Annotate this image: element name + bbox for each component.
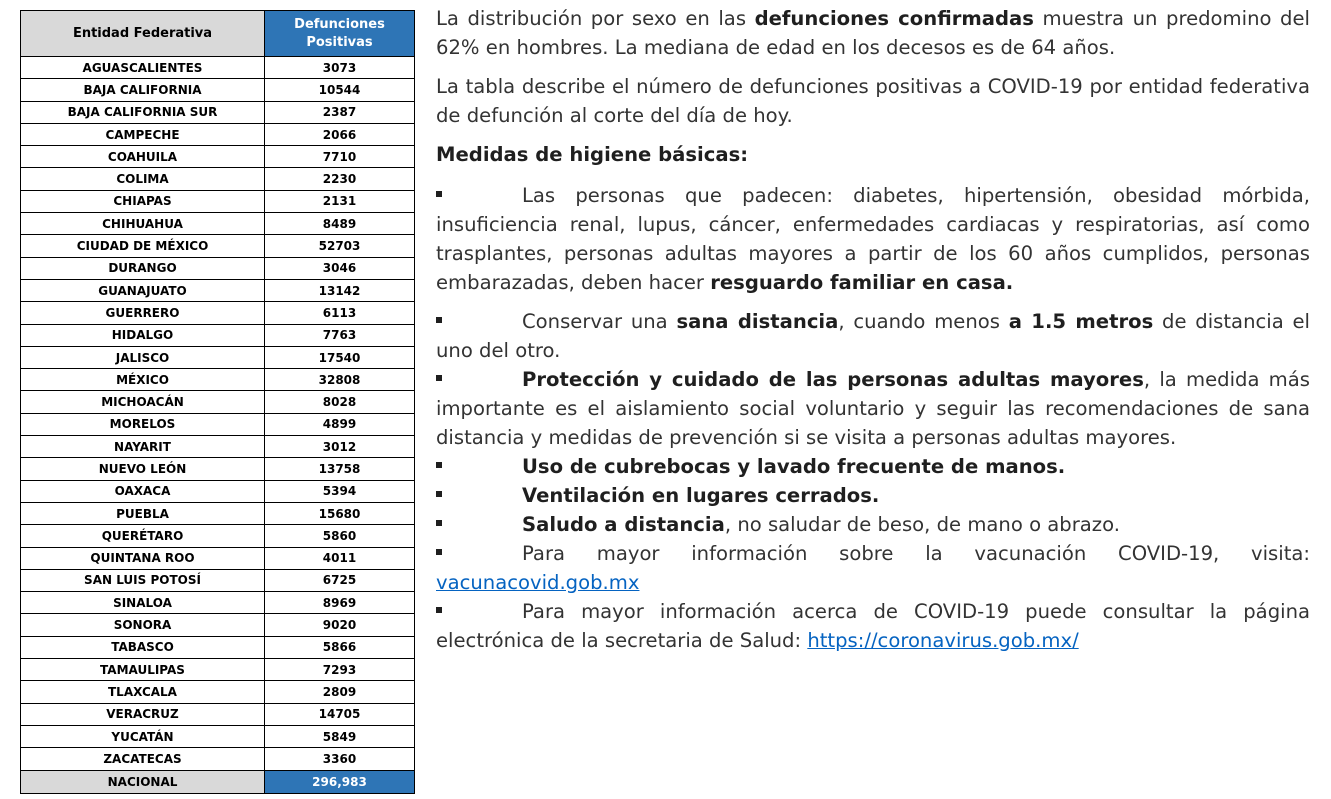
- table-row: [21, 79, 415, 101]
- coronavirus-site-link[interactable]: https://coronavirus.gob.mx/: [807, 629, 1079, 652]
- state-name-cell: VERACRUZ: [21, 703, 265, 725]
- state-name-cell: BAJA CALIFORNIA SUR: [21, 101, 265, 123]
- state-name-cell: MORELOS: [21, 413, 265, 435]
- square-bullet-icon: [436, 375, 442, 381]
- deaths-by-state-table: [20, 10, 415, 794]
- table-description-paragraph: La tabla describe el número de defunciones positivas a COVID-19 por entidad federativa de defunción al corte del día de hoy.: [436, 75, 1310, 127]
- square-bullet-icon: [436, 607, 442, 613]
- measure-item: Conservar una sana distancia, cuando menos a 1.5 metros de distancia el uno del otro.: [436, 310, 1310, 362]
- table-row: [21, 525, 415, 547]
- table-row: [21, 681, 415, 703]
- table-row: [21, 659, 415, 681]
- deaths-cell: 2230: [265, 168, 415, 190]
- table-row: [21, 458, 415, 480]
- table-row: [21, 436, 415, 458]
- deaths-cell: 7763: [265, 324, 415, 346]
- table-row: [21, 614, 415, 636]
- table-row: [21, 346, 415, 368]
- table-row: [21, 592, 415, 614]
- state-name-cell: CHIHUAHUA: [21, 213, 265, 235]
- measure-item: Saludo a distancia, no saludar de beso, de mano o abrazo.: [436, 510, 1310, 539]
- deaths-cell: 13142: [265, 279, 415, 301]
- deaths-cell: 7710: [265, 146, 415, 168]
- state-name-cell: NAYARIT: [21, 436, 265, 458]
- deaths-cell: 6725: [265, 569, 415, 591]
- deaths-cell: 52703: [265, 235, 415, 257]
- measure-item: Protección y cuidado de las personas adultas mayores, la medida más importante es el aislamiento social voluntario y seguir las recomendaciones de sana distancia y medidas de prevención si se visita a personas adultas mayores.: [436, 368, 1310, 449]
- measure-item: Ventilación en lugares cerrados.: [436, 481, 1310, 510]
- header-deaths: Defunciones Positivas: [265, 11, 415, 57]
- deaths-cell: 9020: [265, 614, 415, 636]
- deaths-cell: 3073: [265, 57, 415, 79]
- deaths-cell: 2131: [265, 190, 415, 212]
- state-name-cell: TABASCO: [21, 636, 265, 658]
- deaths-cell: 14705: [265, 703, 415, 725]
- square-bullet-icon: [436, 191, 442, 197]
- vaccination-link[interactable]: vacunacovid.gob.mx: [436, 571, 640, 594]
- state-name-cell: PUEBLA: [21, 502, 265, 524]
- state-name-cell: SINALOA: [21, 592, 265, 614]
- deaths-cell: 3046: [265, 257, 415, 279]
- confirmed-deaths-bold: defunciones confirmadas: [754, 7, 1034, 30]
- square-bullet-icon: [436, 549, 442, 555]
- state-name-cell: NUEVO LEÓN: [21, 458, 265, 480]
- deaths-cell: 7293: [265, 659, 415, 681]
- state-name-cell: JALISCO: [21, 346, 265, 368]
- table-row: [21, 569, 415, 591]
- table-row: [21, 213, 415, 235]
- state-name-cell: CHIAPAS: [21, 190, 265, 212]
- deaths-cell: 5394: [265, 480, 415, 502]
- deaths-cell: 15680: [265, 502, 415, 524]
- square-bullet-icon: [436, 520, 442, 526]
- table-row: [21, 279, 415, 301]
- deaths-cell: 8028: [265, 391, 415, 413]
- deaths-cell: 5849: [265, 725, 415, 747]
- deaths-cell: 32808: [265, 369, 415, 391]
- table-row: [21, 168, 415, 190]
- table-row: [21, 302, 415, 324]
- table-row: [21, 480, 415, 502]
- table-row: [21, 391, 415, 413]
- table-row: [21, 190, 415, 212]
- state-name-cell: YUCATÁN: [21, 725, 265, 747]
- state-name-cell: MÉXICO: [21, 369, 265, 391]
- measure-item: Las personas que padecen: diabetes, hipertensión, obesidad mórbida, insuficiencia renal, lupus, cáncer, enfermedades cardiacas y respiratorias, así como trasplantes, personas adultas mayores a partir de los 60 años cumplidos, personas embarazadas, deben hacer resguardo familiar en casa.: [436, 184, 1310, 294]
- deaths-cell: 2387: [265, 101, 415, 123]
- deaths-cell: 3360: [265, 748, 415, 770]
- table-row: [21, 502, 415, 524]
- state-name-cell: TAMAULIPAS: [21, 659, 265, 681]
- total-label: NACIONAL: [21, 770, 265, 793]
- deaths-cell: 10544: [265, 79, 415, 101]
- deaths-cell: 8489: [265, 213, 415, 235]
- table-row: [21, 703, 415, 725]
- deaths-cell: 5860: [265, 525, 415, 547]
- state-name-cell: CAMPECHE: [21, 123, 265, 145]
- total-value: 296,983: [265, 770, 415, 793]
- state-name-cell: TLAXCALA: [21, 681, 265, 703]
- state-name-cell: GUERRERO: [21, 302, 265, 324]
- table-row: [21, 369, 415, 391]
- state-name-cell: ZACATECAS: [21, 748, 265, 770]
- table-row: [21, 748, 415, 770]
- measure-item: Para mayor información acerca de COVID-19 puede consultar la página electrónica de la secretaria de Salud: https://coronavirus.gob.mx/: [436, 600, 1310, 652]
- state-name-cell: GUANAJUATO: [21, 279, 265, 301]
- sex-distribution-paragraph: La distribución por sexo en las defunciones confirmadas muestra un predomino del 62% en hombres. La mediana de edad en los decesos es de 64 años.: [436, 7, 1310, 59]
- state-name-cell: COAHUILA: [21, 146, 265, 168]
- state-name-cell: SONORA: [21, 614, 265, 636]
- table-total-row: [21, 770, 415, 793]
- deaths-cell: 5866: [265, 636, 415, 658]
- table-row: [21, 547, 415, 569]
- deaths-cell: 6113: [265, 302, 415, 324]
- state-name-cell: AGUASCALIENTES: [21, 57, 265, 79]
- text-column: [436, 4, 1310, 655]
- state-name-cell: BAJA CALIFORNIA: [21, 79, 265, 101]
- deaths-cell: 4011: [265, 547, 415, 569]
- state-name-cell: QUERÉTARO: [21, 525, 265, 547]
- state-name-cell: HIDALGO: [21, 324, 265, 346]
- state-name-cell: MICHOACÁN: [21, 391, 265, 413]
- measure-item: Uso de cubrebocas y lavado frecuente de manos.: [436, 452, 1310, 481]
- table-row: [21, 413, 415, 435]
- state-name-cell: CIUDAD DE MÉXICO: [21, 235, 265, 257]
- table-row: [21, 123, 415, 145]
- state-name-cell: COLIMA: [21, 168, 265, 190]
- state-name-cell: DURANGO: [21, 257, 265, 279]
- state-name-cell: QUINTANA ROO: [21, 547, 265, 569]
- square-bullet-icon: [436, 462, 442, 468]
- measure-item: Para mayor información sobre la vacunación COVID-19, visita: vacunacovid.gob.mx: [436, 542, 1310, 594]
- deaths-cell: 17540: [265, 346, 415, 368]
- deaths-cell: 3012: [265, 436, 415, 458]
- table-row: [21, 636, 415, 658]
- header-state: Entidad Federativa: [21, 11, 265, 57]
- hygiene-measures-list: [436, 181, 1310, 655]
- state-name-cell: OAXACA: [21, 480, 265, 502]
- square-bullet-icon: [436, 317, 442, 323]
- table-row: [21, 235, 415, 257]
- deaths-cell: 2809: [265, 681, 415, 703]
- deaths-cell: 2066: [265, 123, 415, 145]
- table-header-row: [21, 11, 415, 57]
- table-row: [21, 324, 415, 346]
- table-row: [21, 257, 415, 279]
- hygiene-heading: Medidas de higiene básicas:: [436, 143, 749, 166]
- square-bullet-icon: [436, 491, 442, 497]
- table-row: [21, 725, 415, 747]
- table-body: [21, 57, 415, 771]
- state-name-cell: SAN LUIS POTOSÍ: [21, 569, 265, 591]
- deaths-cell: 8969: [265, 592, 415, 614]
- deaths-cell: 4899: [265, 413, 415, 435]
- table-row: [21, 57, 415, 79]
- table-row: [21, 101, 415, 123]
- deaths-cell: 13758: [265, 458, 415, 480]
- table-row: [21, 146, 415, 168]
